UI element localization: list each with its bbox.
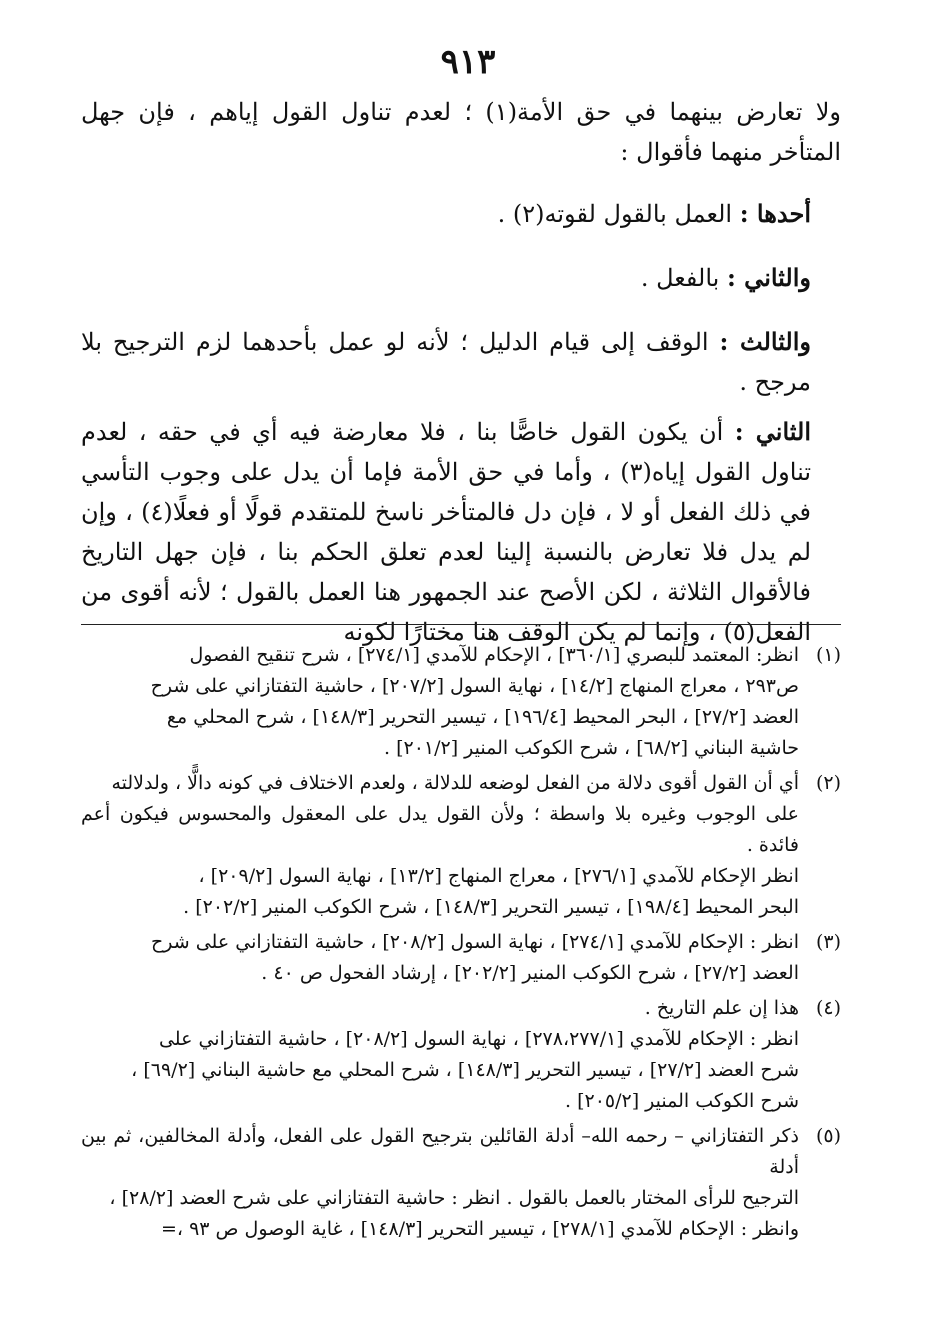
footnote-body — [81, 768, 799, 923]
second-opinion — [81, 258, 841, 298]
footnote-line: انظر : الإحكام للآمدي [٢٧٤/١] ، نهاية السول [٢٠٨/٢] ، حاشية التفتازاني على شرح — [151, 931, 799, 953]
third-opinion-text: الوقف إلى قيام الدليل ؛ لأنه لو عمل بأحدهما لزم الترجيح بلا مرجح . — [81, 328, 811, 396]
footnote-number: (٢) — [815, 772, 841, 794]
second-case-label: الثاني : — [734, 417, 811, 446]
second-opinion-text: بالفعل . — [640, 264, 720, 292]
footnotes — [81, 640, 841, 1249]
footnote — [81, 768, 841, 923]
second-case-text: أن يكون القول خاصًّا بنا ، فلا معارضة فيه أي في حقه ، لعدم تناول القول إياه(٣) ، وأما في حق الأمة فإما أن يدل على وجوب التأسي في ذلك الفعل أو لا ، فإن دل فالمتأخر ناسخ للمتقدم قولًا أو فعلًا(٤) ، وإن لم يدل فلا تعارض بالنسبة إلينا لعدم تعلق الحكم بنا ، فإن جهل التاريخ فالأقوال الثلاثة ، لكن الأصح عند الجمهور هنا العمل بالقول ؛ لأنه أقوى من الفعل(٥) ، وإنما لم يكن الوقف هنا مختارًا لكونه — [81, 418, 812, 646]
footnote-line: انظر الإحكام للآمدي [٢٧٦/١] ، معراج المنهاج [١٣/٢] ، نهاية السول [٢٠٩/٢] ، — [198, 865, 799, 887]
footnote-line: حاشية البناني [٦٨/٢] ، شرح الكوكب المنير [٢٠١/٢] . — [384, 737, 799, 759]
footnote-line: وانظر : الإحكام للآمدي [٢٧٨/١] ، تيسير التحرير [١٤٨/٣] ، غاية الوصول ص ٩٣ ،= — [160, 1218, 799, 1240]
footnote — [81, 927, 841, 989]
footnote-body — [81, 993, 799, 1117]
footnote-line: شرح العضد [٢٧/٢] ، تيسير التحرير [١٤٨/٣] ، شرح المحلي مع حاشية البناني [٦٩/٢] ، — [131, 1059, 799, 1081]
second-opinion-label: والثاني : — [726, 263, 811, 292]
footnote-line: أي أن القول أقوى دلالة من الفعل لوضعه للدلالة ، ولعدم الاختلاف في كونه دالًّا ، ولدلالته — [111, 772, 799, 794]
first-opinion — [81, 194, 841, 234]
footnote-line: انظر : الإحكام للآمدي [٢٧٨،٢٧٧/١] ، نهاية السول [٢٠٨/٢] ، حاشية التفتازاني على — [158, 1028, 799, 1050]
footnote-line: العضد [٢٧/٢] ، شرح الكوكب المنير [٢٠٢/٢] ، إرشاد الفحول ص ٤٠ . — [261, 962, 799, 984]
footnote-body — [81, 927, 799, 989]
main-text — [81, 92, 841, 652]
intro-paragraph: ولا تعارض بينهما في حق الأمة(١) ؛ لعدم تناول القول إياهم ، فإن جهل المتأخر منهما فأقوال : — [81, 98, 842, 166]
footnote-line: شرح الكوكب المنير [٢٠٥/٢] . — [564, 1090, 799, 1112]
first-opinion-label: أحدها : — [739, 199, 811, 228]
footnote-number: (٥) — [815, 1125, 841, 1147]
third-opinion — [81, 322, 841, 402]
first-opinion-text: العمل بالقول لقوته(٢) . — [497, 200, 733, 228]
footnote-line: على الوجوب وغيره بلا واسطة ؛ ولأن القول يدل على المعقول والمحسوس فيكون أعم فائدة . — [81, 803, 799, 856]
footnote-line: ص٢٩٣ ، معراج المنهاج [١٤/٢] ، نهاية السول [٢٠٧/٢] ، حاشية التفتازاني على شرح — [150, 675, 799, 697]
footnote-divider — [81, 624, 841, 625]
footnote-number: (٣) — [815, 931, 841, 953]
footnote-number: (١) — [815, 644, 841, 666]
footnote — [81, 993, 841, 1117]
footnote-body — [81, 640, 799, 764]
page-number: ٩١٣ — [440, 42, 496, 82]
footnote — [81, 640, 841, 764]
footnote-line: البحر المحيط [١٩٨/٤] ، تيسير التحرير [١٤٨/٣] ، شرح الكوكب المنير [٢٠٢/٢] . — [183, 896, 799, 918]
second-case-paragraph — [81, 412, 841, 652]
footnote-line: العضد [٢٧/٢] ، البحر المحيط [١٩٦/٤] ، تيسير التحرير [١٤٨/٣] ، شرح المحلي مع — [166, 706, 799, 728]
footnote-line: انظر: المعتمد للبصري [٣٦٠/١] ، الإحكام للآمدي [٢٧٤/١] ، شرح تنقيح الفصول — [189, 644, 799, 666]
footnote-body — [81, 1121, 799, 1245]
footnote-line: الترجيح للرأى المختار بالعمل بالقول . انظر : حاشية التفتازاني على شرح العضد [٢٨/٢] ، — [109, 1187, 799, 1209]
footnote-line: ذكر التفتازاني – رحمه الله– أدلة القائلين بترجيح القول على الفعل، وأدلة المخالفين، ثم بين أدلة — [81, 1125, 799, 1178]
footnote-line: هذا إن علم التاريخ . — [644, 997, 799, 1019]
third-opinion-label: والثالث : — [719, 327, 812, 356]
footnote — [81, 1121, 841, 1245]
footnote-number: (٤) — [815, 997, 841, 1019]
